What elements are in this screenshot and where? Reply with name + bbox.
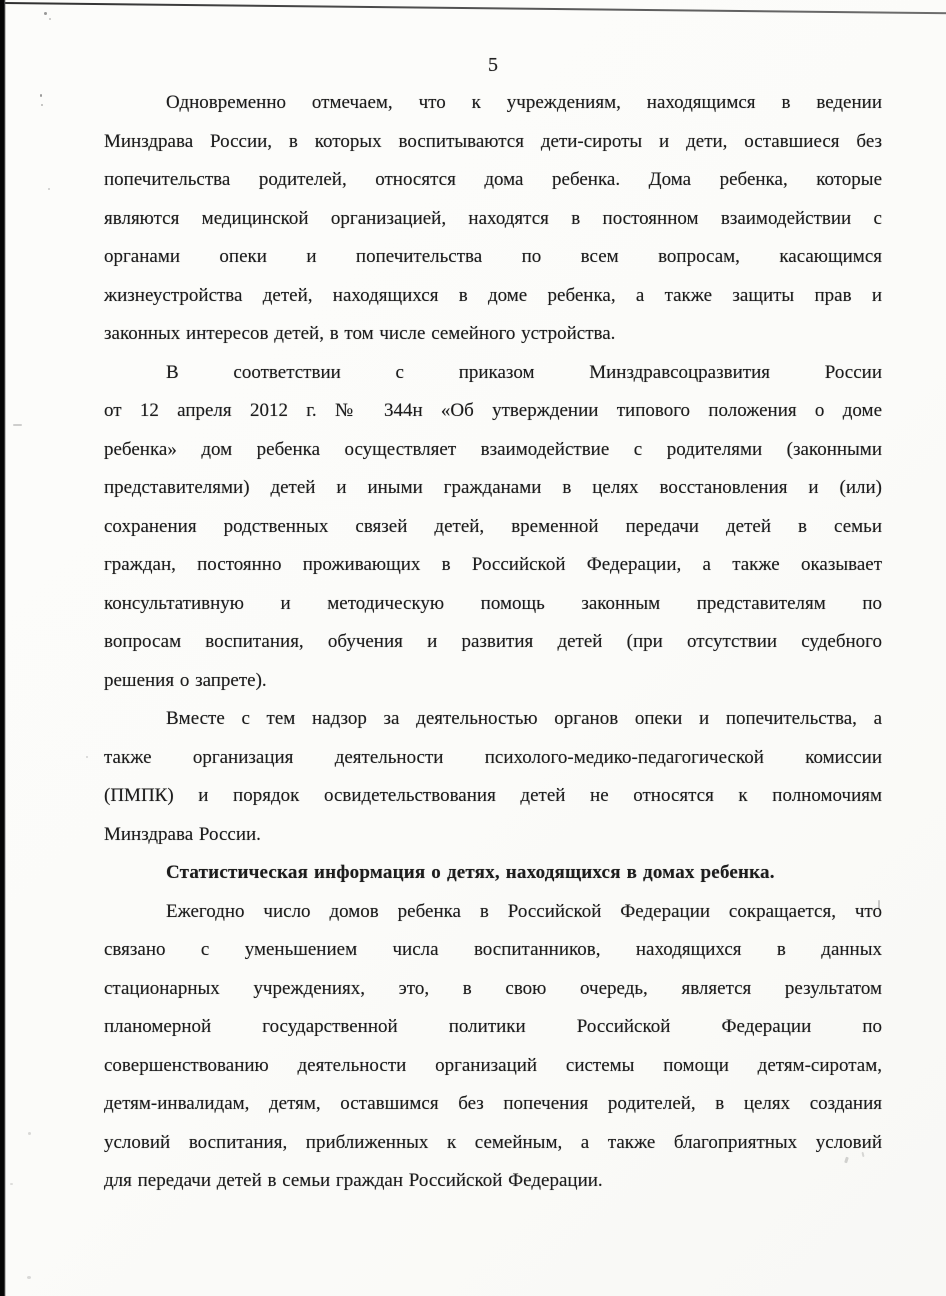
text-line: ребенка» дом ребенка осуществляет взаимодействие с родителями (законными xyxy=(104,438,882,460)
text-line: Минздрава России, в которых воспитываются дети-сироты и дети, оставшиеся без xyxy=(104,130,882,152)
section-heading-statistics xyxy=(104,854,882,893)
text-line: органами опеки и попечительства по всем вопросам, касающимся xyxy=(104,246,882,267)
text-line: консультативную и методическую помощь законным представителям по xyxy=(104,592,882,614)
scan-speckle xyxy=(40,94,42,97)
text-line: Ежегодно число домов ребенка в Российской Федерации сокращается, что xyxy=(166,900,882,922)
text-line: планомерной государственной политики Российской Федерации по xyxy=(104,1016,882,1037)
text-line: Одновременно отмечаем, что к учреждениям, находящимся в ведении xyxy=(166,92,882,113)
paragraph-nadzor-pmpk xyxy=(104,700,882,854)
text-line: граждан, постоянно проживающих в Российской Федерации, а также оказывает xyxy=(104,554,882,575)
text-line: для передачи детей в семьи граждан Российской Федерации. xyxy=(104,1170,603,1191)
text-line: детям-инвалидам, детям, оставшимся без попечения родителей, в целях создания xyxy=(104,1093,882,1114)
paragraph-prikaz-344n xyxy=(104,354,882,701)
text-line: Минздрава России. xyxy=(104,823,261,845)
heading-line: Статистическая информация о детях, находящихся в домах ребенка. xyxy=(166,862,775,883)
text-line: В соответствии с приказом Минздравсоцразвития России xyxy=(166,361,882,383)
scan-speckle xyxy=(48,188,50,190)
text-line: условий воспитания, приближенных к семейным, а также благоприятных условий xyxy=(104,1131,882,1153)
scan-speckle xyxy=(28,1132,31,1135)
text-line: попечительства родителей, относятся дома ребенка. Дома ребенка, которые xyxy=(104,169,882,190)
scan-speckle xyxy=(44,12,47,15)
text-line: (ПМПК) и порядок освидетельствования детей не относятся к полномочиям xyxy=(104,785,882,806)
text-line: связано с уменьшением числа воспитанников, находящихся в данных xyxy=(104,939,882,960)
text-line: законных интересов детей, в том числе семейного устройства. xyxy=(104,323,616,344)
text-line: от 12 апреля 2012 г. № 344н «Об утверждении типового положения о доме xyxy=(104,400,882,421)
text-line: совершенствованию деятельности организаций системы помощи детям-сиротам, xyxy=(104,1054,882,1076)
scan-speckle xyxy=(10,1183,13,1185)
scan-speckle xyxy=(86,756,88,758)
text-line: стационарных учреждениях, это, в свою очередь, является результатом xyxy=(104,977,882,999)
scan-speckle xyxy=(13,424,22,426)
text-line: также организация деятельности психолого-медико-педагогической комиссии xyxy=(104,746,882,768)
text-line: вопросам воспитания, обучения и развития детей (при отсутствии судебного xyxy=(104,631,882,652)
text-line: Вместе с тем надзор за деятельностью органов опеки и попечительства, а xyxy=(166,708,882,729)
page-number: 5 xyxy=(488,54,498,76)
scan-speckle xyxy=(878,900,880,909)
text-line: сохранения родственных связей детей, временной передачи детей в семьи xyxy=(104,515,882,537)
scan-speckle xyxy=(41,104,43,106)
document-body xyxy=(104,84,882,1201)
scan-speckle xyxy=(49,18,51,20)
scan-edge-left xyxy=(0,0,7,1296)
scan-speckle xyxy=(27,1276,31,1279)
text-line: являются медицинской организацией, находятся в постоянном взаимодействии с xyxy=(104,207,882,229)
paragraph-statistika-domov-rebenka xyxy=(104,893,882,1201)
text-line: представителями) детей и иными гражданами в целях восстановления и (или) xyxy=(104,477,882,498)
paragraph-vedenie-minzdrava xyxy=(104,84,882,354)
text-line: жизнеустройства детей, находящихся в доме ребенка, а также защиты прав и xyxy=(104,284,882,306)
text-line: решения о запрете). xyxy=(104,669,267,691)
